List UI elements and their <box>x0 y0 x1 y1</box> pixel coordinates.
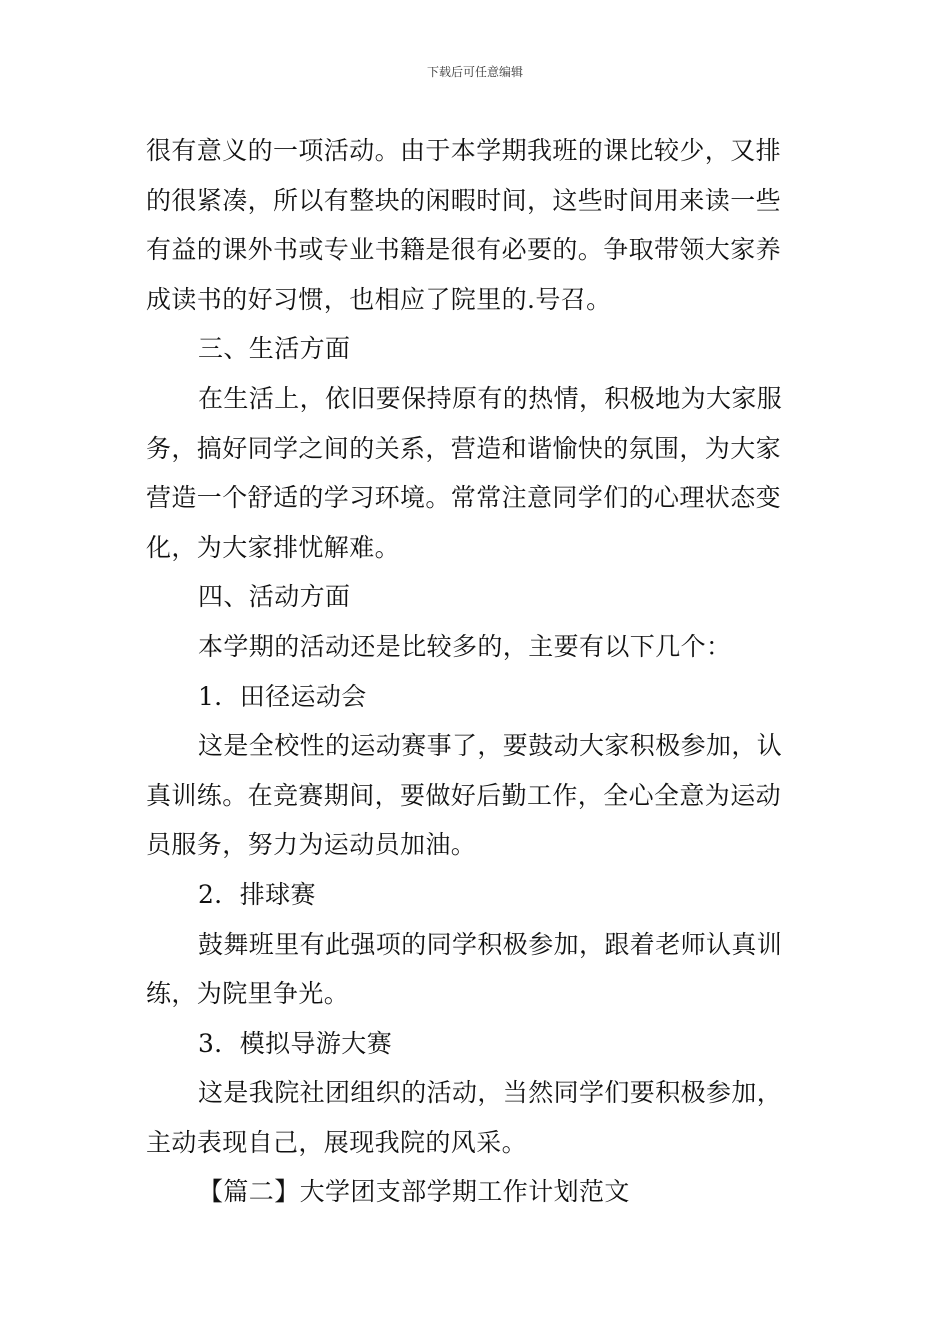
list-item-heading: 1．田径运动会 <box>198 681 367 711</box>
text-line: 这是我院社团组织的活动，当然同学们要积极参加， <box>198 1078 783 1108</box>
text-line: 练，为院里争光。 <box>146 979 350 1009</box>
text-line: 营造一个舒适的学习环境。常常注意同学们的心理状态变 <box>146 483 782 513</box>
text-line: 主动表现自己，展现我院的风采。 <box>146 1127 528 1157</box>
text-line: 成读书的好习惯，也相应了院里的.号召。 <box>146 284 612 314</box>
text-line: 鼓舞班里有此强项的同学积极参加，跟着老师认真训 <box>198 929 783 959</box>
list-item-heading: 2．排球赛 <box>198 879 316 909</box>
text-line: 在生活上，依旧要保持原有的热情，积极地为大家服 <box>198 383 783 413</box>
text-line: 化，为大家排忧解难。 <box>146 532 401 562</box>
text-line: 这是全校性的运动赛事了，要鼓动大家积极参加，认 <box>198 731 783 761</box>
article-heading: 【篇二】大学团支部学期工作计划范文 <box>198 1177 630 1207</box>
section-heading: 四、活动方面 <box>198 582 351 612</box>
section-heading: 三、生活方面 <box>198 334 351 364</box>
text-line: 很有意义的一项活动。由于本学期我班的课比较少，又排 <box>146 136 782 165</box>
text-line: 本学期的活动还是比较多的，主要有以下几个： <box>198 631 732 661</box>
list-item-heading: 3．模拟导游大赛 <box>198 1028 393 1058</box>
text-line: 员服务，努力为运动员加油。 <box>146 830 477 860</box>
document-body <box>146 126 806 1217</box>
text-line: 的很紧凑，所以有整块的闲暇时间，这些时间用来读一些 <box>146 185 782 215</box>
page-header: 下载后可任意编辑 <box>426 65 523 79</box>
text-line: 真训练。在竞赛期间，要做好后勤工作，全心全意为运动 <box>146 780 782 810</box>
text-line: 有益的课外书或专业书籍是很有必要的。争取带领大家养 <box>146 235 782 265</box>
text-line: 务，搞好同学之间的关系，营造和谐愉快的氛围，为大家 <box>146 433 782 463</box>
